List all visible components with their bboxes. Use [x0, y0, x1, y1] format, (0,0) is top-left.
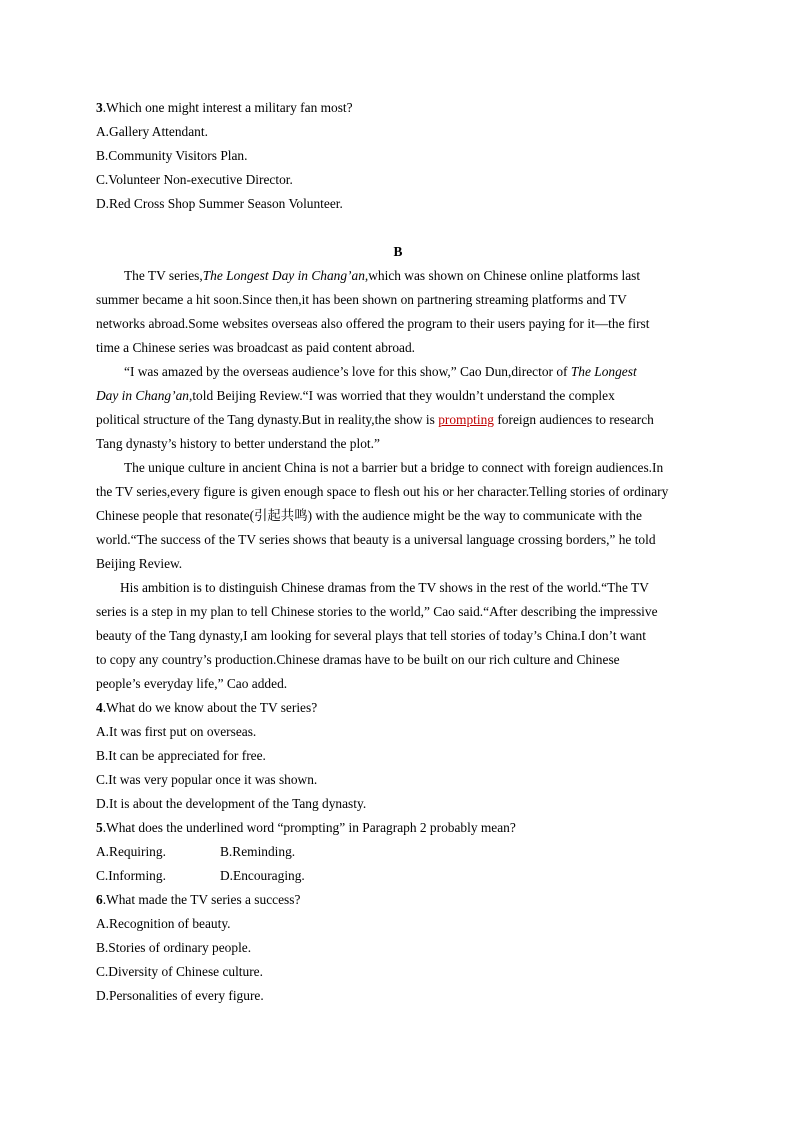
option-row [96, 840, 700, 864]
section-heading: B [393, 244, 403, 259]
text-line: world.“The success of the TV series shows that beauty is a universal language crossing borders,” he told [96, 532, 656, 547]
text: ,which was shown on Chinese online platforms last [364, 268, 641, 283]
question-number: 4 [96, 700, 103, 715]
text: foreign audiences to research [494, 412, 654, 427]
text: political structure of the Tang dynasty.But in reality,the show is [96, 412, 439, 427]
question-number: 6 [96, 892, 103, 907]
option: D.Encouraging. [220, 868, 305, 883]
paragraph-1 [96, 264, 700, 360]
series-title: Day in Chang’an [96, 388, 189, 403]
paragraph-3 [96, 456, 700, 576]
option: B.Community Visitors Plan. [96, 148, 248, 163]
question-5 [96, 816, 700, 840]
option: B.Reminding. [220, 844, 296, 859]
option: B.Stories of ordinary people. [96, 940, 252, 955]
question-3 [96, 96, 700, 120]
paragraph-4 [96, 576, 700, 696]
question-4 [96, 696, 700, 720]
option: A.Gallery Attendant. [96, 124, 208, 139]
question-stem: .What made the TV series a success? [102, 892, 301, 907]
text-line: summer became a hit soon.Since then,it has been shown on partnering streaming platforms and TV [96, 292, 627, 307]
option: A.Requiring. [96, 844, 166, 859]
paragraph-2 [96, 360, 700, 456]
question-stem: .Which one might interest a military fan most? [102, 100, 353, 115]
option: B.It can be appreciated for free. [96, 748, 266, 763]
text-line: beauty of the Tang dynasty,I am looking for several plays that tell stories of today’s China.I don’t want [96, 628, 646, 643]
question-6 [96, 888, 700, 912]
text-line: people’s everyday life,” Cao added. [96, 676, 288, 691]
option: D.Personalities of every figure. [96, 988, 264, 1003]
option: C.Informing. [96, 868, 166, 883]
option: A.Recognition of beauty. [96, 916, 231, 931]
text-line: series is a step in my plan to tell Chinese stories to the world,” Cao said.“After describing the impressive [96, 604, 658, 619]
text-line: Tang dynasty’s history to better understand the plot.” [96, 436, 380, 451]
document-page [96, 96, 700, 1008]
text: ,told Beijing Review.“I was worried that they wouldn’t understand the complex [188, 388, 615, 403]
option: D.Red Cross Shop Summer Season Volunteer. [96, 196, 343, 211]
question-stem: .What does the underlined word “prompting” in Paragraph 2 probably mean? [102, 820, 516, 835]
option: C.Volunteer Non-executive Director. [96, 172, 293, 187]
text-line: Chinese people that resonate(引起共鸣) with the audience might be the way to communicate with the [96, 508, 642, 523]
text-line: the TV series,every figure is given enough space to flesh out his or her character.Telling stories of ordinary [96, 484, 669, 499]
series-title: The Longest Day in Chang’an [202, 268, 365, 283]
underlined-word: prompting [438, 412, 494, 427]
option: D.It is about the development of the Tang dynasty. [96, 796, 367, 811]
text-line: networks abroad.Some websites overseas also offered the program to their users paying for it—the first [96, 316, 650, 331]
option: C.Diversity of Chinese culture. [96, 964, 263, 979]
text: His ambition is to distinguish Chinese dramas from the TV shows in the rest of the world.“The TV [120, 580, 649, 595]
option: A.It was first put on overseas. [96, 724, 257, 739]
question-number: 5 [96, 820, 103, 835]
spacer [96, 216, 700, 240]
text: “I was amazed by the overseas audience’s love for this show,” Cao Dun,director of [124, 364, 571, 379]
option: C.It was very popular once it was shown. [96, 772, 318, 787]
text-line: Beijing Review. [96, 556, 183, 571]
text: The unique culture in ancient China is not a barrier but a bridge to connect with foreign audiences.In [124, 460, 664, 475]
option-row [96, 864, 700, 888]
text-line: to copy any country’s production.Chinese dramas have to be built on our rich culture and Chinese [96, 652, 620, 667]
question-number: 3 [96, 100, 103, 115]
series-title: The Longest [570, 364, 637, 379]
question-stem: .What do we know about the TV series? [102, 700, 318, 715]
text-line: time a Chinese series was broadcast as paid content abroad. [96, 340, 416, 355]
text: The TV series, [124, 268, 203, 283]
